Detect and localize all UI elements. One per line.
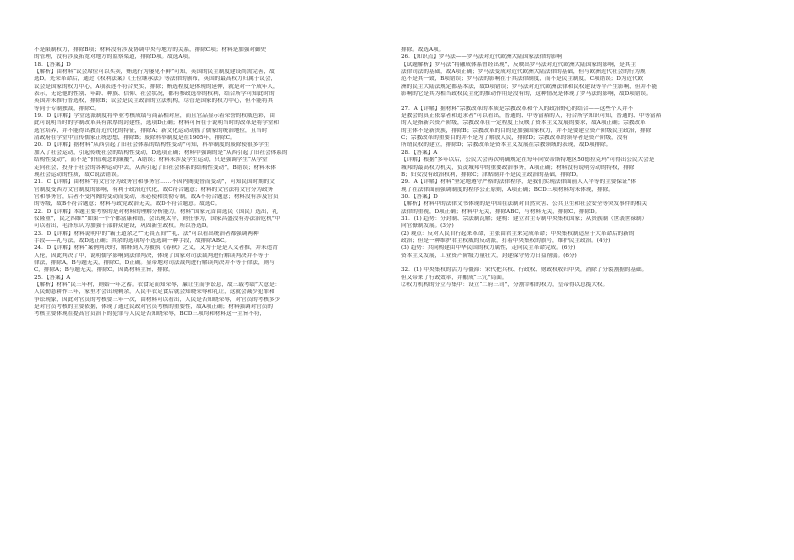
right-line: 所谓民权的建立，排除D；宗教改革是资本主义发展在宗教领域的表现，故D项排除。 [401, 142, 612, 149]
left-line: 25．【答案】A [34, 274, 71, 281]
left-line: 官制度受西方文官制度的影响，有利于政治近代化，故C符合题意；材料的文官法将文官分为政务 [34, 186, 274, 193]
left-line: 选官培养，并不能得出教育近代化的特征，排除A；新文化运动动摇了儒家的统治地位，且当时 [34, 127, 268, 134]
left-line: C，排除A；B与题无关，排除C，因离材料主旨，排除。 [34, 267, 174, 274]
left-line: 【解析】由材料“议会席位可以买卖，贿选行为屡见不鲜”可知，英国的民主制度建设尚需完善，故 [34, 69, 275, 76]
right-line: 范不是其一致，B项错误；罗马法的影响在于其法律制度，而不是民主制度，C项错误；D为近代欧 [401, 76, 644, 83]
left-line: 等同于专制独裁，排除C。 [34, 105, 100, 112]
right-line: C；宗教改革的重要目的并不是为了解放人民，排除D；宗教改革的领导者是资产阶级，没有 [401, 135, 628, 142]
left-line: 结构性变动”，而不是“价值观念的颠覆”，A错误；材料未涉及学生运动，只是强调学生“从学堂 [34, 157, 268, 164]
right-column [401, 47, 763, 289]
left-line: 手段——礼与法，故D选正确；其余的选项均不选选调一种手段，故排除ABC。 [34, 237, 231, 244]
left-line: 不是限制权力，排除B项；材料没有涉及协调中央与地方的关系，排除C项；材料是加强对御史 [34, 47, 267, 53]
right-line: 28．【答案】A [401, 149, 438, 156]
left-line: 20．D【详解】据材料“从西引起了旧社会体系的结构性变动”可知，科举制度的废除使很多学生 [34, 142, 270, 149]
right-line: 29．A【详解】材料“坚定地遵守严格的法律程序，是我们实现法律面前人人平等的主要保证”体 [401, 179, 637, 186]
right-spacer [401, 260, 763, 267]
right-line: 法律的重视，D项正确；材料中无关，排除ABC，与材料无关，排除C，排除D。 [401, 208, 601, 215]
right-line: (3) 趋势：共同构建由中华民国的权力属性，走向民主革命完成。(6分) [401, 245, 576, 252]
right-line: (2) 观点：反对人民自行起来革命，主张由君主来完成革命；中央集权制适应于大革命后的新的 [401, 230, 635, 237]
right-line: 城邦的最高权力机关，负责城邦中的重要政治事务，A项正确；材料没有说明劳动的特权，排除 [401, 164, 635, 171]
left-line: 加入了社会运动，引起传统社会的结构性变动，D选项正确；材料中强调的是“从西引起了旧社会体系的 [34, 149, 288, 156]
left-line: 现社会运动的性质，故C说法错误。 [34, 171, 123, 178]
left-line: 是对官员考核的主要依据，体现了通过民政对官员考核的重要性，故A项正确；材料强调对官员的 [34, 304, 273, 311]
left-line: 官和事务官，后者不受内阁的变动而变动，未必使和贯彻专制，故A不符合题意；材料没有涉及官员 [34, 193, 279, 200]
left-line: 【解析】材料“民三年村，则始一年之蓄。衣食足而知荣辱，廉让生而争讼息，故三载考绩”大意是： [34, 282, 281, 288]
left-line: 英国并未推行普选权，排除B；议会是民主政治的立法机构，尽管是国家的权力中心，但不能将其 [34, 98, 274, 105]
right-line: 洲的民主大陆法规定都基本法，故D项错误；罗马法对近代欧洲法律和民权建设等平产生影响，但并不能 [401, 83, 658, 90]
left-line: 清政府在学堂中宣传儒家正统思想，排除B；废除科举制度是在1905年，排除C。 [34, 135, 236, 142]
left-line: 24．D【详解】材料“案例判决时，解释到人为被执《春秋》之义，又为于是是人义者推，并未违背 [34, 245, 278, 252]
left-line: 表示，无论他的性别、年龄、种族、信仰、社会状况，都有参政选举的权利，结合所学可知此时的 [34, 91, 275, 98]
right-line: 向官僚制发展。(3分) [401, 223, 454, 230]
left-line: 人民勤恳耕作三年，家里才会出现剩余，人民丰衣足食后就会知晓荣辱和礼让，这就会减少犯罪和 [34, 289, 275, 296]
right-spacer [401, 98, 763, 105]
right-line: 31．(1) 趋势：分封制、宗法制瓦解；建构：建立君主专制中央集权国家；从贵族制（世袭世禄制） [401, 215, 648, 222]
right-line: 但又带来了行政效率，并酿成“三冗”局面。 [401, 274, 508, 281]
right-line: 27．A【详解】据材料“宗教改革的本质是宗教改革和个人的政治野心的结合——这些个人并不 [401, 105, 634, 112]
right-line: 法律司法的基础，故A项正确；罗马法变成对近代欧洲大陆法律的基础，但与欧洲近代社会的行为规 [401, 69, 646, 76]
left-line: 仪隆重”，民之四维”“如果一个个都富康和谐，会出现太平，则任事为，国家昌盛没有办法治危机”中 [34, 215, 281, 222]
right-line: 现了在法律面前强调制度的程序公正原则，A项正确；BCD三项材料均未体现，排除。 [401, 186, 614, 193]
right-line: 32．(1) 中央集权的活力与僵滞：宋代把兵权、行政权、财政权收归中央，消除了分裂割据的基础。 [401, 267, 648, 274]
right-line: 【解析】材料中的法律文书体现的是中国在法制对自然灾害、公共卫生和社会安全等突发事件的相关 [401, 201, 648, 208]
left-line: 可以看出，毛泽东认为加强干部群众建设，巩固新生政权。所以答选D。 [34, 223, 212, 230]
left-line: 此可说明当时的学制改革具有浓厚的封建性，选项D正确；材料可旨在于说明当时的改革是将学堂和 [34, 120, 280, 127]
right-line: ②权力机构的分立与集中：设立“二府三司”，分割宰相的权力，皇帝得以总揽大权。 [401, 282, 609, 288]
left-line: 的管理，没有涉及拓宽对地方的监察渠道，排除D项。故选A项。 [34, 54, 194, 61]
right-line: 影响的它是其为相当政权民主化的推动作用是没有的，这种情况是体现了罗马法的影响，故D项错误。 [401, 91, 652, 98]
left-line: 的等级，故B不符合题意；材料与政党政治无关，故D不符合题意。故选C。 [34, 201, 221, 208]
right-line: 30．【答案】D [401, 193, 438, 200]
left-line: 选D。光荣革命后，通过《权利法案》《王位继承法》等法律的颁布，英国的最高权力归属于议会， [34, 76, 277, 83]
left-line: 23．D【详解】材料说明中的“霸王道余之”“无畏五间”“礼、法”可以看出统治者都强调两种 [34, 230, 259, 237]
left-line: 人伦，因此判决了甲，说明儒学影响到法律判决，体现了国家对司法裁判进行解读判决并不等于 [34, 252, 269, 259]
left-line: 争讼现象，因此对官员的考核要三年一次，由材料可以看出，人民是否知晓荣辱，对官员的考核多少 [34, 296, 281, 303]
left-line: 考核主要体现在提高官员治下的犯罪与人民是否知晓荣辱，BCD三项均和材料这一主旨不符， [34, 311, 266, 318]
left-line: 22．D【详解】本题主要考察的是对材料的理解分析能力。材料“国家元首由选民（国民）选出，礼 [34, 208, 278, 215]
right-line: 政治；但是一种维护君主权威的反动派，打着中央集权的旗号，维护民主政治。(4分) [401, 237, 611, 244]
left-line: 议会是国家的权力中心，A项表述不符合史实，排除；贿选程度是体现的延伸，就是对一个成年人， [34, 83, 279, 90]
left-line: 18．【答案】D [34, 61, 71, 68]
right-line: 26．【知识点】罗马法——罗马法对近代欧洲大陆国家法律的影响 [401, 54, 562, 61]
left-column [34, 47, 396, 319]
left-line: 律法，排除A，B与题无关，排除C，D正确。显带地对司法裁判进行解读判决并不等于律法，则与 [34, 259, 275, 266]
right-line: B；妇女没有政治权利，排除C；津贴制并不是民主政治的基础，排除D。 [401, 171, 582, 178]
right-line: 是教会的真正依靠者和追求者”可以看出，普通的、中等富裕的人，符合所学知识可知，普通的、中等富裕 [401, 113, 662, 120]
left-line: 走向社会，投身于社会的各种运动中去，从西引起了旧社会体系的结构性变动”，B错误；材料未体 [34, 164, 276, 171]
right-line: 【详解】根据“多年以后，公民大会再次明确规定在每年向安蒂斯特地区50德拉克玛”可得出公民大会是 [401, 157, 655, 164]
right-line: 资本主义发展，工业资产阶级力量壮大，封建保守势力日益削弱。(6分) [401, 252, 577, 259]
right-line: 【试题解析】罗马法“将融成体系曾经出现”，反映出罗马法对近代欧洲大陆国家的影响，是其主 [401, 61, 637, 68]
right-line: 的人是指新兴资产阶级，宗教改革在一定程度上反映了资本主义发展的要求，故A项正确；宗教改革 [401, 120, 646, 127]
left-line: 19．D【详解】学堂选派制度将毕业考核成绩与商品相对应，而且官品显示着荣誉的权威色彩，由 [34, 113, 275, 120]
left-line: 21．C【详解】由材料“将文官分为政务官和事务官……不因内阁更替而变动”，可知民国时期的文 [34, 179, 275, 186]
right-line: 的主体不是新贵族，排除B；宗教改革的目的是加强国家权力，并不是要建立资产阶级民主政治，排除 [401, 127, 652, 134]
right-line: 排除。故选A项。 [401, 47, 445, 53]
